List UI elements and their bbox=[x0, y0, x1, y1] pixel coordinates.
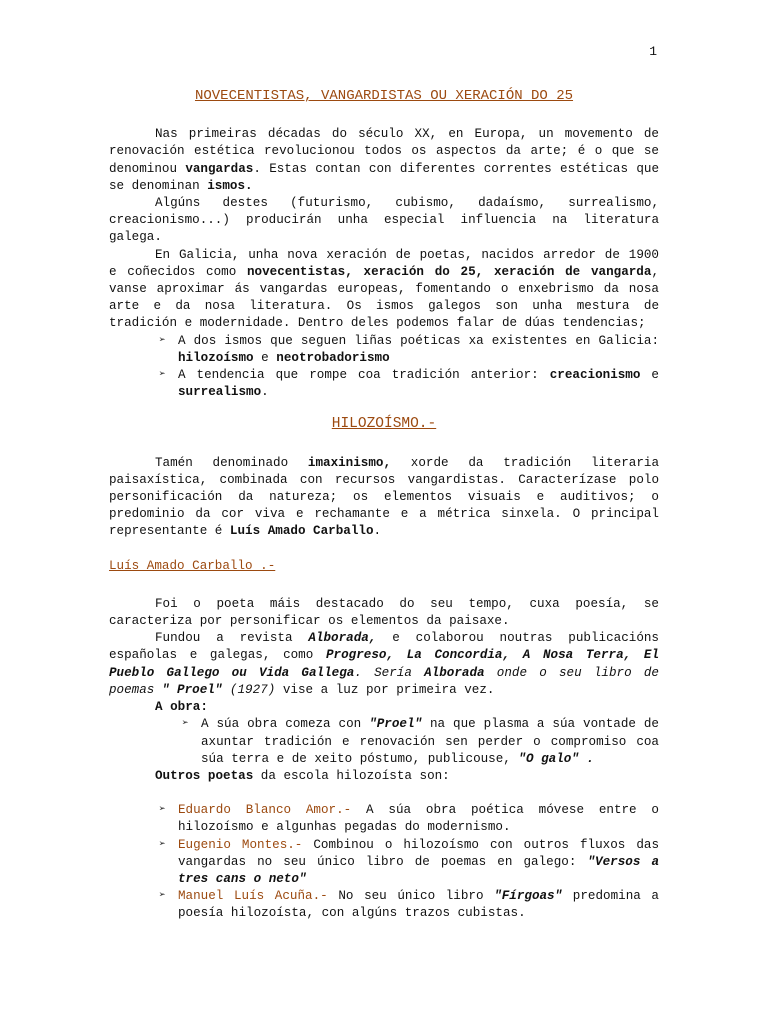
spacer bbox=[109, 785, 659, 802]
document-body bbox=[109, 88, 659, 923]
intro-paragraph-2: Algúns destes (futurismo, cubismo, dadaísmo, surrealismo, creacionismo...) producirán unha especial influencia na literatura galega. bbox=[109, 196, 659, 245]
arrow-bullet-icon: ➢ bbox=[159, 804, 166, 817]
list-item: ➢ Eugenio Montes.- Combinou o hilozoísmo con outros fluxos das vangardas no seu único libro de poemas en galego: "Versos a tres cans o neto" bbox=[159, 837, 660, 886]
obra-list bbox=[109, 716, 659, 768]
hilozoismo-paragraph: Tamén denominado imaxinismo, xorde da tradición literaria paisaxística, combinada con recursos vangardistas. Caracterízase polo personificación da natureza; os elementos visuais e auditivos; o predominio da cor viva e rechamante e a métrica sinxela. O principal representante é Luís Amado Carballo. bbox=[109, 455, 660, 539]
arrow-bullet-icon: ➢ bbox=[182, 718, 189, 731]
obra-label: A obra: bbox=[155, 700, 208, 715]
document-title: NOVECENTISTAS, VANGARDISTAS OU XERACIÓN DO 25 bbox=[194, 88, 574, 104]
section-heading-hilozoismo: HILOZOÍSMO.- bbox=[331, 416, 437, 433]
arrow-bullet-icon: ➢ bbox=[159, 334, 166, 347]
list-item: ➢ Manuel Luís Acuña.- No seu único libro "Fírgoas" predomina a poesía hilozoísta, con algúns trazos cubistas. bbox=[159, 889, 659, 921]
section-heading-carballo: Luís Amado Carballo .- bbox=[109, 558, 276, 573]
intro-paragraph-3: En Galicia, unha nova xeración de poetas, nacidos arredor de 1900 e coñecidos como novecentistas, xeración do 25, xeración de vangarda, vanse aproximar ás vangardas europeas, fomentando o enxebrismo da nosa arte e da nosa literatura. Os ismos galegos son unha mestura de tradición e modernidade. Dentro deles podemos falar de dúas tendencias; bbox=[109, 247, 659, 331]
list-item: ➢ A súa obra comeza con "Proel" na que plasma a súa vontade de axuntar tradición e renovación sen perder o compromiso coa súa terra e de xeito póstumo, publicouse, "O galo" . bbox=[182, 717, 659, 766]
list-item: ➢ A dos ismos que seguen liñas poéticas xa existentes en Galicia: hilozoísmo e neotrobadorismo bbox=[159, 333, 659, 365]
arrow-bullet-icon: ➢ bbox=[159, 838, 166, 851]
list-item: ➢ Eduardo Blanco Amor.- A súa obra poética móvese entre o hilozoísmo e algunhas pegadas do modernismo. bbox=[159, 803, 659, 835]
other-poets-label: Outros poetas da escola hilozoísta son: bbox=[155, 768, 450, 783]
carballo-paragraph-2: Fundou a revista Alborada, e colaborou noutras publicacións españolas e galegas, como Progreso, La Concordia, A Nosa Terra, El Pueblo Gallego ou Vida Gallega. Sería Alborada onde o seu libro de poemas " Proel" (1927) vise a luz por primeira vez. bbox=[109, 631, 659, 697]
arrow-bullet-icon: ➢ bbox=[159, 890, 166, 903]
arrow-bullet-icon: ➢ bbox=[159, 369, 166, 382]
tendencies-list bbox=[109, 333, 659, 402]
list-item: ➢ A tendencia que rompe coa tradición anterior: creacionismo e surrealismo. bbox=[159, 368, 659, 400]
carballo-paragraph-1: Foi o poeta máis destacado do seu tempo, cuxa poesía, se caracteriza por personificar os elementos da paisaxe. bbox=[109, 596, 659, 629]
poets-list bbox=[109, 802, 659, 922]
page-number: 1 bbox=[649, 44, 657, 59]
intro-paragraph-1: Nas primeiras décadas do século XX, en Europa, un movemento de renovación estética revolucionou todos os aspectos da arte; é o que se denominou vangardas. Estas contan con diferentes correntes estéticas que se denominan ismos. bbox=[109, 127, 660, 193]
